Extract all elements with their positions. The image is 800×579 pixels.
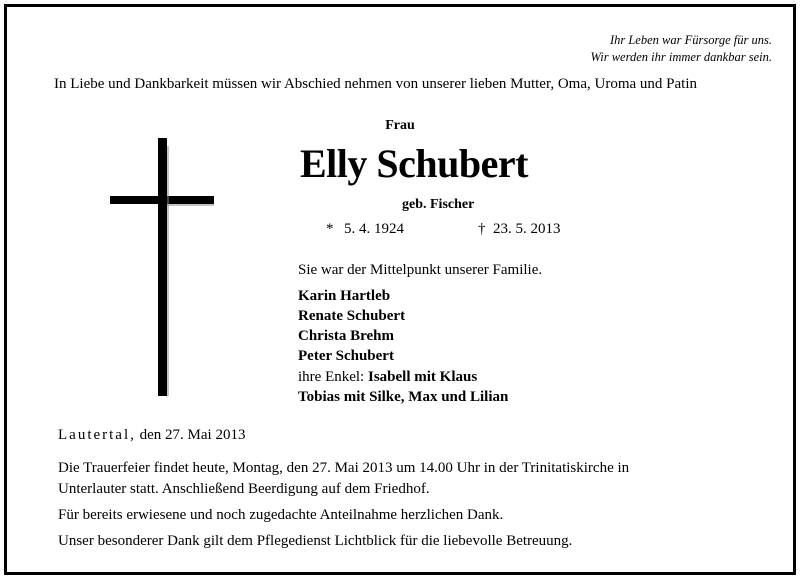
grandchildren-line xyxy=(298,367,477,388)
mourner-name: Christa Brehm xyxy=(298,328,394,344)
ceremony-line-2: Unterlauter statt. Anschließend Beerdigung auf dem Friedhof. xyxy=(58,481,430,497)
thanks-line-1: Für bereits erwiesene und noch zugedachte Anteilnahme herzlichen Dank. xyxy=(58,507,504,523)
deceased-name: Elly Schubert xyxy=(300,141,528,186)
grandchildren-label: ihre Enkel: xyxy=(298,369,365,385)
death-date: 23. 5. 2013 xyxy=(493,221,561,237)
mourner-name: Renate Schubert xyxy=(298,308,406,324)
grandchildren-names-2: Tobias mit Silke, Max und Lilian xyxy=(298,389,509,405)
birth-symbol: * xyxy=(326,221,334,237)
notice-date: den 27. Mai 2013 xyxy=(139,427,246,443)
ceremony-line-1: Die Trauerfeier findet heute, Montag, den 27. Mai 2013 um 14.00 Uhr in der Trinitatiskirche in xyxy=(58,460,630,476)
place-name: Lautertal, xyxy=(58,427,136,443)
birth-name: geb. Fischer xyxy=(402,197,475,212)
birth-date: 5. 4. 1924 xyxy=(344,221,404,237)
cross-symbol xyxy=(110,136,216,398)
death-symbol: † xyxy=(478,221,486,237)
tribute-text: Sie war der Mittelpunkt unserer Familie. xyxy=(298,262,543,278)
place-date-line xyxy=(58,427,245,444)
grandchildren-names-1: Isabell mit Klaus xyxy=(367,369,478,385)
thanks-line-2: Unser besonderer Dank gilt dem Pflegedienst Lichtblick für die liebevolle Betreuung. xyxy=(58,533,573,549)
mourner-name: Karin Hartleb xyxy=(298,288,391,304)
motto-line-1: Ihr Leben war Fürsorge für uns. xyxy=(609,33,772,47)
mourner-name: Peter Schubert xyxy=(298,348,394,364)
motto-line-2: Wir werden ihr immer dankbar sein. xyxy=(590,50,772,64)
intro-text: In Liebe und Dankbarkeit müssen wir Abschied nehmen von unserer lieben Mutter, Oma, Uroma und Patin xyxy=(54,76,697,92)
title-frau: Frau xyxy=(385,118,415,133)
